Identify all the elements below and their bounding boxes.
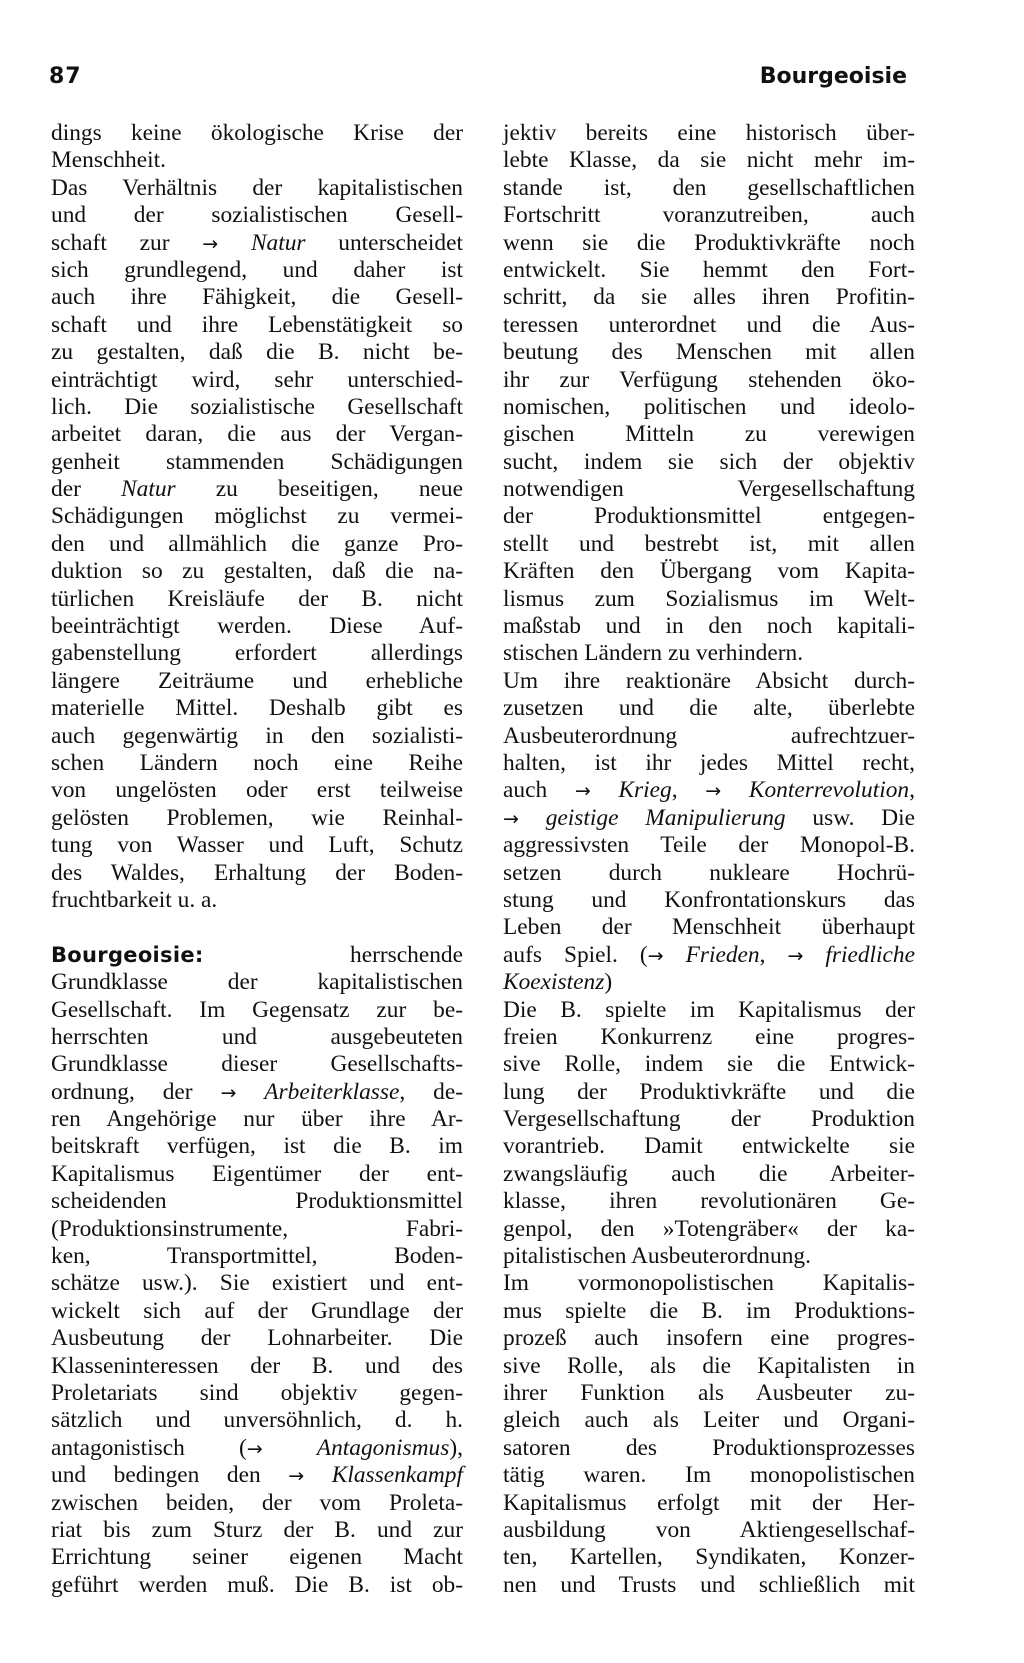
text-line: und bedingen den → Klassenkampf <box>51 1462 463 1489</box>
text-line: nomischen, politischen und ideolo- <box>503 393 915 420</box>
text-line: notwendigen Vergesellschaftung <box>503 476 915 503</box>
text-line: stellt und bestrebt ist, mit allen <box>503 530 915 557</box>
text-line: schaft zur → Natur unterscheidet <box>51 229 463 256</box>
text-line: zwischen beiden, der vom Proleta- <box>51 1489 463 1516</box>
text-line: schaft und ihre Lebenstätigkeit so <box>51 311 463 338</box>
text-line: ausbildung von Aktiengesellschaf- <box>503 1516 915 1543</box>
text-line: Ausbeutung der Lohnarbeiter. Die <box>51 1325 463 1352</box>
text-line: sätzlich und unversöhnlich, d. h. <box>51 1407 463 1434</box>
text-line: von ungelösten oder erst teilweise <box>51 777 463 804</box>
text-line: des Waldes, Erhaltung der Boden- <box>51 859 463 886</box>
text-line: Kapitalismus Eigentümer der ent- <box>51 1160 463 1187</box>
text-line: (Produktionsinstrumente, Fabri- <box>51 1215 463 1242</box>
text-line: Proletariats sind objektiv gegen- <box>51 1379 463 1406</box>
text-line: vorantrieb. Damit entwickelte sie <box>503 1133 915 1160</box>
text-line: antagonistisch (→ Antagonismus), <box>51 1434 463 1461</box>
text-line: setzen durch nukleare Hochrü- <box>503 859 915 886</box>
text-line: auch ihre Fähigkeit, die Gesell- <box>51 284 463 311</box>
text-line: stischen Ländern zu verhindern. <box>503 640 804 667</box>
text-line: entwickelt. Sie hemmt den Fort- <box>503 256 915 283</box>
text-line: türlichen Kreisläufe der B. nicht <box>51 585 463 612</box>
text-line: Grundklasse dieser Gesellschafts- <box>51 1051 463 1078</box>
text-line: längere Zeiträume und erhebliche <box>51 667 463 694</box>
text-line: gischen Mitteln zu verewigen <box>503 421 915 448</box>
text-line: Kräften den Übergang vom Kapita- <box>503 558 915 585</box>
text-line: wenn sie die Produktivkräfte noch <box>503 229 915 256</box>
text-line: fruchtbarkeit u. a. <box>51 886 218 913</box>
text-line: nen und Trusts und schließlich mit <box>503 1571 915 1598</box>
text-line: sich grundlegend, und daher ist <box>51 256 463 283</box>
text-line: materielle Mittel. Deshalb gibt es <box>51 695 463 722</box>
text-line: Um ihre reaktionäre Absicht durch- <box>503 667 915 694</box>
text-line: schen Ländern noch eine Reihe <box>51 749 463 776</box>
text-line: schritt, da sie alles ihren Profitin- <box>503 284 915 311</box>
text-line: genheit stammenden Schädigungen <box>51 448 463 475</box>
text-line: Grundklasse der kapitalistischen <box>51 969 463 996</box>
text-line: aggressivsten Teile der Monopol-B. <box>503 832 915 859</box>
text-line: Leben der Menschheit überhaupt <box>503 914 915 941</box>
text-line: den und allmählich die ganze Pro- <box>51 530 463 557</box>
text-line: Bourgeoisie: herrschende <box>51 941 463 968</box>
text-line: prozeß auch insofern eine progres- <box>503 1325 915 1352</box>
paragraph-gap <box>51 914 463 941</box>
text-line: Schädigungen möglichst zu vermei- <box>51 503 463 530</box>
text-line: Klasseninteressen der B. und des <box>51 1352 463 1379</box>
entry-headword: Bourgeoisie: <box>51 942 204 967</box>
text-line: gelösten Problemen, wie Reinhal- <box>51 804 463 831</box>
text-line: lismus zum Sozialismus im Welt- <box>503 585 915 612</box>
text-line: einträchtigt wird, sehr unterschied- <box>51 366 463 393</box>
right-text-column <box>503 120 915 1599</box>
text-line: schätze usw.). Sie existiert und ent- <box>51 1270 463 1297</box>
text-line: Die B. spielte im Kapitalismus der <box>503 996 915 1023</box>
text-line: Menschheit. <box>51 147 166 174</box>
text-line: tung von Wasser und Luft, Schutz <box>51 832 463 859</box>
text-line: Gesellschaft. Im Gegensatz zur be- <box>51 996 463 1023</box>
text-line: lebte Klasse, da sie nicht mehr im- <box>503 147 915 174</box>
text-line: beutung des Menschen mit allen <box>503 339 915 366</box>
text-line: → geistige Manipulierung usw. Die <box>503 804 915 831</box>
text-line: jektiv bereits eine historisch über- <box>503 120 915 146</box>
text-line: Das Verhältnis der kapitalistischen <box>51 174 463 201</box>
text-line: zwangsläufig auch die Arbeiter- <box>503 1160 915 1187</box>
text-line: satoren des Produktionsprozesses <box>503 1434 915 1461</box>
text-line: Koexistenz) <box>503 969 613 996</box>
text-line: lung der Produktivkräfte und die <box>503 1078 915 1105</box>
text-line: auch gegenwärtig in den sozialisti- <box>51 722 463 749</box>
text-line: ordnung, der → Arbeiterklasse, de- <box>51 1078 463 1105</box>
page-number: 87 <box>49 64 82 89</box>
text-line: Kapitalismus erfolgt mit der Her- <box>503 1489 915 1516</box>
text-line: lich. Die sozialistische Gesellschaft <box>51 393 463 420</box>
text-line: zu gestalten, daß die B. nicht be- <box>51 339 463 366</box>
text-line: herrschten und ausgebeuteten <box>51 1023 463 1050</box>
text-line: und der sozialistischen Gesell- <box>51 202 463 229</box>
text-line: pitalistischen Ausbeuterordnung. <box>503 1243 811 1270</box>
text-line: tätig waren. Im monopolistischen <box>503 1462 915 1489</box>
text-line: duktion so zu gestalten, daß die na- <box>51 558 463 585</box>
text-line: klasse, ihren revolutionären Ge- <box>503 1188 915 1215</box>
text-line: arbeitet daran, die aus der Vergan- <box>51 421 463 448</box>
text-line: Fortschritt voranzutreiben, auch <box>503 202 915 229</box>
text-line: der Produktionsmittel entgegen- <box>503 503 915 530</box>
text-line: Im vormonopolistischen Kapitalis- <box>503 1270 915 1297</box>
text-line: wickelt sich auf der Grundlage der <box>51 1297 463 1324</box>
text-line: ihrer Funktion als Ausbeuter zu- <box>503 1379 915 1406</box>
text-line: der Natur zu beseitigen, neue <box>51 476 464 503</box>
text-line: geführt werden muß. Die B. ist ob- <box>51 1571 463 1598</box>
text-line: freien Konkurrenz eine progres- <box>503 1023 915 1050</box>
text-line: Errichtung seiner eigenen Macht <box>51 1544 463 1571</box>
text-line: scheidenden Produktionsmittel <box>51 1188 463 1215</box>
text-line: ihr zur Verfügung stehenden öko- <box>503 366 915 393</box>
text-line: genpol, den »Totengräber« der ka- <box>503 1215 915 1242</box>
text-line: stande ist, den gesellschaftlichen <box>503 174 915 201</box>
text-line: halten, ist ihr jedes Mittel recht, <box>503 749 915 776</box>
running-head: Bourgeoisie <box>759 64 907 89</box>
text-line: ken, Transportmittel, Boden- <box>51 1243 463 1270</box>
text-line: sive Rolle, indem sie die Entwick- <box>503 1051 915 1078</box>
text-line: ren Angehörige nur über ihre Ar- <box>51 1106 463 1133</box>
text-line: Ausbeuterordnung aufrechtzuer- <box>503 722 915 749</box>
text-line: mus spielte die B. im Produktions- <box>503 1297 915 1324</box>
text-line: stung und Konfrontationskurs das <box>503 886 915 913</box>
text-line: auch → Krieg, → Konterrevolution, <box>503 777 915 804</box>
text-line: aufs Spiel. (→ Frieden, → friedliche <box>503 941 915 968</box>
left-text-column <box>51 120 463 1599</box>
text-line: Vergesellschaftung der Produktion <box>503 1106 915 1133</box>
text-line: gabenstellung erfordert allerdings <box>51 640 463 667</box>
text-line: ten, Kartellen, Syndikaten, Konzer- <box>503 1544 915 1571</box>
text-line: beeinträchtigt werden. Diese Auf- <box>51 613 463 640</box>
text-line: zusetzen und die alte, überlebte <box>503 695 915 722</box>
text-line: sive Rolle, als die Kapitalisten in <box>503 1352 915 1379</box>
text-line: dings keine ökologische Krise der <box>51 120 463 146</box>
text-line: riat bis zum Sturz der B. und zur <box>51 1516 463 1543</box>
text-line: teressen unterordnet und die Aus- <box>503 311 915 338</box>
text-line: maßstab und in den noch kapitali- <box>503 613 915 640</box>
text-line: beitskraft verfügen, ist die B. im <box>51 1133 463 1160</box>
text-line: sucht, indem sie sich der objektiv <box>503 448 915 475</box>
text-line: gleich auch als Leiter und Organi- <box>503 1407 915 1434</box>
